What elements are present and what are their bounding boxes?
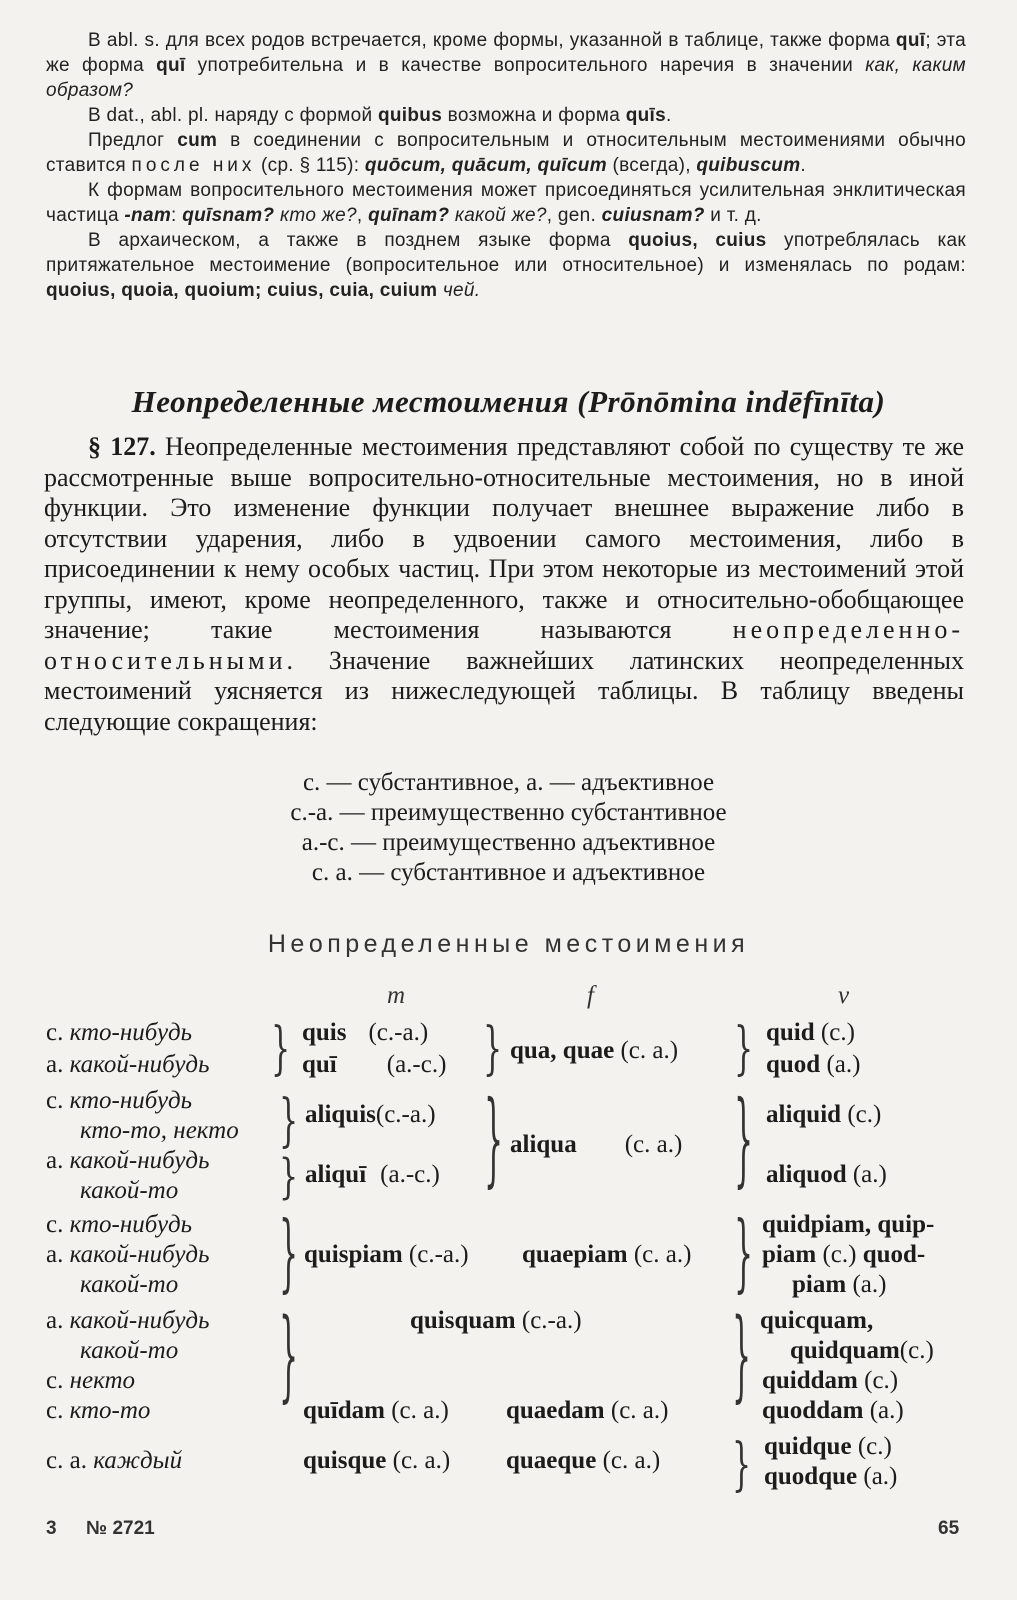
gloss-text: кто-то (69, 1397, 151, 1424)
group-brace: } (279, 1149, 299, 1206)
neut-form (790, 1336, 934, 1366)
neut-form (764, 1462, 897, 1492)
note-text: Предлог (88, 130, 178, 151)
gloss-row (46, 1446, 182, 1476)
group-brace: } (484, 1081, 504, 1201)
latin-form: quisque (303, 1447, 387, 1474)
latin-form: quī (156, 55, 186, 76)
gloss: кто же? (279, 205, 357, 226)
latin-form: cum (177, 130, 218, 151)
masc-form (305, 1100, 436, 1130)
note-text: . (666, 105, 672, 126)
neut-form (760, 1306, 873, 1336)
masc-form (410, 1306, 582, 1336)
latin-form: qua, quae (510, 1037, 615, 1064)
neut-form (766, 1100, 881, 1130)
latin-form: aliquid (766, 1101, 842, 1128)
page-number: 65 (938, 1518, 960, 1539)
gloss-text: какой-то (80, 1337, 179, 1364)
neut-form (762, 1366, 898, 1396)
latin-form: quidquam (790, 1337, 900, 1364)
latin-form: quoius, quoia, quoium; cuius, cuia, cuium (46, 280, 438, 301)
group-brace: } (279, 1300, 299, 1416)
usage-tag: (с.-а.) (521, 1307, 582, 1334)
gloss-row (80, 1176, 178, 1206)
abbreviation-line: а.-с. — преимущественно адъективное (301, 829, 716, 856)
usage-tag: (а.-с.) (386, 1051, 447, 1078)
usage-tag: (с.-а.) (375, 1101, 436, 1128)
fem-form (506, 1446, 660, 1476)
usage-tag: (а.-с.) (380, 1161, 440, 1188)
latin-form: quispiam (304, 1241, 403, 1268)
fem-form (510, 1036, 678, 1066)
note-text: В dat., abl. pl. наряду с формой (88, 105, 378, 126)
usage-tag: (с.) (822, 1241, 857, 1268)
latin-form: aliquī (305, 1161, 367, 1188)
note-text: , gen. (546, 205, 602, 226)
group-brace: } (483, 1016, 503, 1083)
latin-form: aliqua (510, 1131, 577, 1158)
table-caption: Неопределенные местоимения (267, 930, 750, 958)
gloss-text: какой-то (80, 1177, 179, 1204)
usage-tag: (с.) (820, 1019, 855, 1046)
group-brace: } (734, 1205, 754, 1304)
note-text: К формам вопросительного местоимения может присоединяться усилительная энклитическая частица (46, 180, 966, 226)
latin-form: quīnam? (368, 205, 450, 226)
group-brace: } (734, 1081, 754, 1201)
latin-form: quīs (625, 105, 666, 126)
gender-header-n: v (838, 982, 850, 1009)
neut-form (762, 1210, 934, 1240)
neut-form (766, 1050, 860, 1080)
latin-form: quisquam (410, 1307, 516, 1334)
gloss-text: какой-нибудь (69, 1051, 210, 1078)
note-text: и т. д. (704, 205, 762, 226)
group-brace: } (734, 1016, 754, 1083)
note-text: (всегда), (606, 155, 697, 176)
usage-tag: с. (46, 1367, 64, 1394)
latin-form: quaepiam (522, 1241, 628, 1268)
latin-form: quid (766, 1019, 815, 1046)
gloss-row (46, 1146, 209, 1176)
latin-form: -nam (124, 205, 172, 226)
masc-form (305, 1160, 440, 1190)
gloss-text: кто-то, некто (80, 1117, 239, 1144)
masc-form (303, 1396, 449, 1426)
note-text: ; эта же форма (46, 30, 966, 76)
latin-form: quidque (764, 1433, 852, 1460)
usage-tag: (с.) (857, 1433, 892, 1460)
abbreviation-line: с. а. — субстантивное и адъективное (311, 859, 706, 886)
gloss-row (46, 1086, 192, 1116)
note-text: (ср. § 115): (255, 155, 365, 176)
note-text: употребительна и в качестве вопросительного наречия в значении (185, 55, 866, 76)
fem-form (510, 1130, 682, 1160)
gloss-text: кто-нибудь (69, 1211, 193, 1238)
paragraph-text: . Значение важнейших латинских неопределенных местоимений уясняется из нижеследующей таблицы. В таблицу введены следующие сокращения: (44, 645, 964, 736)
gloss-text: каждый (93, 1447, 183, 1474)
note-text: . (800, 155, 807, 176)
usage-tag: (а.) (852, 1271, 887, 1298)
usage-tag: с. (46, 1211, 64, 1238)
gloss-text: какой-нибудь (69, 1307, 210, 1334)
usage-tag: (с. а.) (633, 1241, 692, 1268)
usage-tag: (с.) (899, 1337, 934, 1364)
gloss-row (46, 1018, 192, 1048)
gender-header-f: f (587, 982, 594, 1009)
usage-tag: (с. а.) (624, 1131, 683, 1158)
latin-form: quōcum, quācum, quīcum (364, 155, 607, 176)
gloss-row (46, 1210, 192, 1240)
section-title: Неопределенные местоимения (Prōnōmina indēfīnīta) (131, 384, 886, 419)
gloss: какой же? (454, 205, 547, 226)
spaced-emphasis: неопределенно-относительными (44, 615, 964, 675)
usage-tag: (а.) (863, 1463, 898, 1490)
latin-form: quibuscum (696, 155, 801, 176)
gloss-text: кто-нибудь (69, 1087, 193, 1114)
latin-form: quaedam (506, 1397, 605, 1424)
print-order-number: № 2721 (86, 1518, 155, 1539)
abbreviation-line: с. — субстантивное, а. — адъективное (302, 769, 715, 796)
usage-tag: с. (46, 1397, 64, 1424)
gloss-text: кто-нибудь (69, 1019, 193, 1046)
usage-tag: (с. а.) (602, 1447, 661, 1474)
usage-tag: (с. а.) (391, 1397, 449, 1424)
gloss-row (80, 1270, 178, 1300)
latin-form: aliquod (766, 1161, 847, 1188)
masc-form (302, 1050, 446, 1080)
latin-form: piam (792, 1271, 847, 1298)
fem-form (522, 1240, 691, 1270)
spaced-emphasis: после них (131, 155, 256, 176)
latin-form: quī (302, 1051, 337, 1078)
latin-form: aliquis (305, 1101, 376, 1128)
neut-form (766, 1018, 855, 1048)
latin-form: quidpiam, quip- (762, 1211, 935, 1238)
latin-form: quibus (378, 105, 443, 126)
abbreviation-line: с.-а. — преимущественно субстантивное (290, 799, 727, 826)
latin-form: quoius, cuius (628, 230, 767, 251)
group-brace: } (732, 1432, 752, 1499)
note-text: употреблялась как притяжательное местоимение (вопросительное или относительное) и изменялась по родам: (46, 230, 966, 276)
paragraph-text: Неопределенные местоимения представляют собой по существу те же рассмотренные выше вопросительно-относительные местоимения, но в иной функции. Это изменение функции получает внешнее выражение либо в отсутствии ударения, либо в удвоении самого местоимения, либо в присоединении к нему особых частиц. При этом некоторые из местоимений этой группы, имеют, кроме неопределенного, также и относительно-обобщающее значение; такие местоимения называются (44, 432, 965, 644)
usage-tag: (с.-а.) (368, 1019, 429, 1046)
gloss-row (46, 1396, 150, 1426)
usage-tag: с. (46, 1019, 64, 1046)
latin-form: quicquam, (760, 1307, 874, 1334)
neut-form (762, 1240, 925, 1270)
usage-tag: (а.) (852, 1161, 887, 1188)
gloss: как, каким образом? (46, 55, 967, 101)
latin-form: quod (766, 1051, 821, 1078)
gloss-row (46, 1366, 135, 1396)
usage-tag: (с. а.) (610, 1397, 669, 1424)
latin-form: quī (895, 30, 926, 51)
latin-form: quīdam (303, 1397, 385, 1424)
gloss-text: какой-нибудь (69, 1241, 210, 1268)
usage-tag: а. (46, 1241, 64, 1268)
usage-tag: а. (46, 1307, 64, 1334)
usage-tag: (с.) (847, 1101, 882, 1128)
latin-form: quis (302, 1019, 347, 1046)
usage-tag: (с. а.) (620, 1037, 679, 1064)
usage-tag: с. а. (46, 1447, 87, 1474)
latin-form: quodque (764, 1463, 858, 1490)
group-brace: } (279, 1205, 299, 1304)
neut-form (764, 1432, 892, 1462)
usage-tag: (с.-а.) (408, 1241, 469, 1268)
latin-form: quoddam (762, 1397, 864, 1424)
gloss: чей. (442, 280, 481, 301)
note-text: возможна и форма (442, 105, 626, 126)
gloss-text: какой-нибудь (69, 1147, 210, 1174)
note-text: в соединении с вопросительным и относительным местоимениями обычно ставится (46, 130, 966, 176)
signature-mark: 3 (46, 1518, 57, 1539)
note-text: : (171, 205, 183, 226)
gender-header-m: m (387, 982, 406, 1009)
note-text: В архаическом, а также в позднем языке форма (88, 230, 629, 251)
section-number: § 127. (88, 432, 156, 461)
usage-tag: с. (46, 1087, 64, 1114)
latin-form: quiddam (762, 1367, 858, 1394)
gloss-row (46, 1240, 209, 1270)
latin-form: quod- (862, 1241, 926, 1268)
note-text: В abl. s. для всех родов встречается, кроме формы, указанной в таблице, также форма (88, 30, 896, 51)
gloss-text: какой-то (80, 1271, 179, 1298)
gloss-row (80, 1116, 239, 1146)
neut-form (766, 1160, 887, 1190)
gloss-row (80, 1336, 178, 1366)
latin-form: quaeque (506, 1447, 597, 1474)
masc-form (302, 1018, 428, 1048)
neut-form (792, 1270, 886, 1300)
latin-form: cuiusnam? (601, 205, 705, 226)
group-brace: } (279, 1088, 299, 1155)
masc-form (304, 1240, 469, 1270)
fem-form (506, 1396, 668, 1426)
gloss-row (46, 1050, 209, 1080)
latin-form: quīsnam? (182, 205, 275, 226)
gloss-row (46, 1306, 209, 1336)
usage-tag: (с. а.) (392, 1447, 451, 1474)
usage-tag: (а.) (826, 1051, 861, 1078)
usage-tag: а. (46, 1051, 64, 1078)
latin-form: piam (762, 1241, 817, 1268)
masc-form (303, 1446, 450, 1476)
group-brace: } (732, 1300, 752, 1416)
group-brace: } (271, 1016, 291, 1083)
note-text: , (356, 205, 369, 226)
neut-form (762, 1396, 904, 1426)
gloss-text: некто (69, 1367, 136, 1394)
usage-tag: а. (46, 1147, 64, 1174)
usage-tag: (а.) (869, 1397, 904, 1424)
usage-tag: (с.) (864, 1367, 899, 1394)
